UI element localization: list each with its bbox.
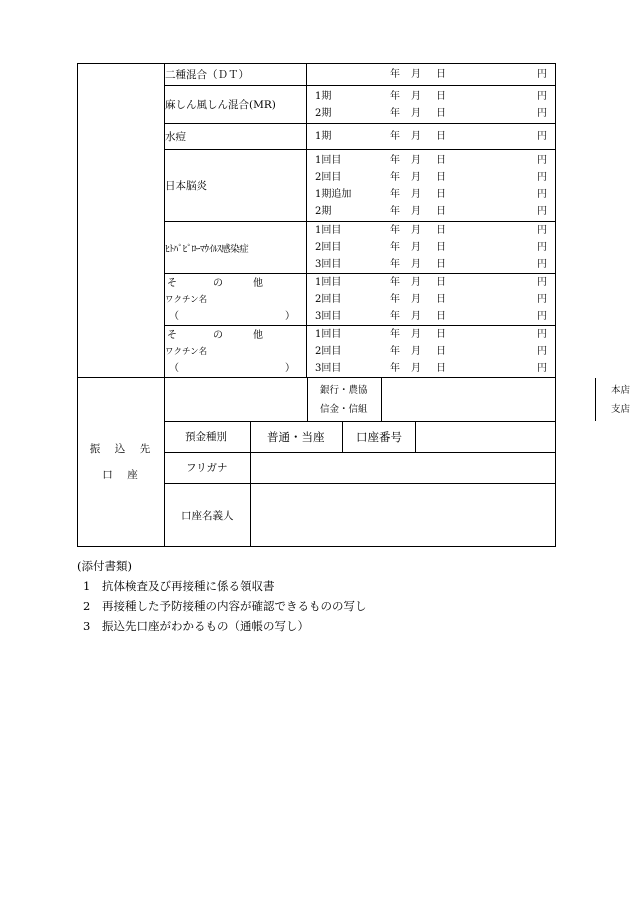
other-label: そ の 他: [167, 277, 263, 289]
year-unit: 年: [390, 188, 400, 200]
attachments-section: [77, 556, 367, 636]
dose-line: [307, 169, 555, 186]
bank-type-option[interactable]: 銀行・農協: [320, 385, 368, 396]
month-unit: 月: [411, 90, 421, 102]
dose-label: 1回目: [315, 154, 342, 166]
yen-unit: 円: [537, 277, 547, 288]
dose-line: [307, 66, 555, 83]
month-unit: 月: [411, 346, 421, 357]
yen-unit: 円: [537, 329, 547, 340]
month-unit: 月: [411, 154, 421, 166]
dose-label: 2期: [315, 107, 332, 119]
dose-label: 2回目: [315, 294, 342, 305]
dose-line: [307, 274, 555, 291]
dose-line: [307, 105, 555, 122]
yen-unit: 円: [537, 242, 547, 253]
date-amount-cell[interactable]: [307, 124, 556, 150]
year-unit: 年: [390, 205, 400, 217]
dose-label: 1回目: [315, 225, 342, 236]
dose-label: 2回目: [315, 242, 342, 253]
vaccine-name-label: ワクチン名: [165, 294, 208, 305]
month-unit: 月: [411, 294, 421, 305]
date-amount-cell[interactable]: [307, 86, 556, 124]
attachment-item: 1 抗体検査及び再接種に係る領収書: [83, 579, 275, 593]
year-unit: 年: [390, 329, 400, 340]
dose-label: 1期: [315, 90, 332, 102]
dose-line: [307, 326, 555, 343]
month-unit: 月: [411, 311, 421, 322]
month-unit: 月: [411, 188, 421, 200]
day-unit: 日: [436, 329, 446, 340]
year-unit: 年: [390, 311, 400, 322]
bank-name-cell[interactable]: [165, 378, 630, 422]
dose-label: 1期: [315, 131, 332, 142]
year-unit: 年: [390, 131, 400, 142]
day-unit: 日: [436, 188, 446, 200]
dose-label: 1回目: [315, 277, 342, 288]
vaccine-name: 麻しん風しん混合(MR): [165, 86, 307, 124]
vaccine-name-input[interactable]: （ ）: [169, 362, 295, 374]
month-unit: 月: [411, 225, 421, 236]
year-unit: 年: [390, 154, 400, 166]
year-unit: 年: [390, 69, 400, 80]
date-amount-cell[interactable]: [307, 326, 556, 378]
day-unit: 日: [436, 90, 446, 102]
month-unit: 月: [411, 205, 421, 217]
deposit-type-label: 預金種別: [185, 431, 227, 443]
yen-unit: 円: [537, 225, 547, 236]
day-unit: 日: [436, 311, 446, 322]
day-unit: 日: [436, 225, 446, 236]
dose-line: [307, 291, 555, 308]
vaccine-name: 二種混合（ＤＴ）: [165, 64, 307, 86]
year-unit: 年: [390, 346, 400, 357]
day-unit: 日: [436, 69, 446, 80]
other-vaccine-name-cell[interactable]: [165, 274, 307, 326]
furigana-label: フリガナ: [186, 462, 228, 474]
yen-unit: 円: [537, 107, 547, 119]
account-number-label: 口座番号: [356, 430, 402, 444]
year-unit: 年: [390, 171, 400, 183]
date-amount-cell[interactable]: [307, 150, 556, 222]
month-unit: 月: [411, 107, 421, 119]
day-unit: 日: [436, 346, 446, 357]
year-unit: 年: [390, 225, 400, 236]
vaccine-name: ﾋﾄﾊﾟﾋﾟﾛｰﾏｳｲﾙｽ感染症: [165, 222, 307, 274]
yen-unit: 円: [537, 154, 547, 166]
yen-unit: 円: [537, 259, 547, 270]
month-unit: 月: [411, 131, 421, 142]
dose-label: 1回目: [315, 329, 342, 340]
day-unit: 日: [436, 294, 446, 305]
month-unit: 月: [411, 69, 421, 80]
year-unit: 年: [390, 259, 400, 270]
branch-type-option[interactable]: 本店: [611, 385, 630, 396]
day-unit: 日: [436, 154, 446, 166]
year-unit: 年: [390, 242, 400, 253]
dose-line: [307, 360, 555, 377]
vaccine-name-label: ワクチン名: [165, 346, 208, 357]
month-unit: 月: [411, 259, 421, 270]
vaccine-row: [78, 64, 556, 86]
dose-label: 2回目: [315, 171, 342, 183]
other-label: そ の 他: [167, 329, 263, 341]
yen-unit: 円: [537, 171, 547, 183]
dose-line: [307, 88, 555, 105]
yen-unit: 円: [537, 131, 547, 142]
dose-label: 3回目: [315, 363, 342, 374]
account-section-label: 振 込 先 口 座: [78, 378, 165, 547]
date-amount-cell[interactable]: [307, 274, 556, 326]
dose-label: 3回目: [315, 311, 342, 322]
attachments-title: (添付書類): [77, 559, 132, 573]
dose-line: [307, 308, 555, 325]
day-unit: 日: [436, 205, 446, 217]
other-vaccine-name-cell[interactable]: [165, 326, 307, 378]
dose-line: [307, 186, 555, 203]
year-unit: 年: [390, 294, 400, 305]
attachment-item: 3 振込先口座がわかるもの（通帳の写し）: [83, 619, 309, 633]
yen-unit: 円: [537, 346, 547, 357]
month-unit: 月: [411, 329, 421, 340]
dose-line: [307, 239, 555, 256]
attachment-item: 2 再接種した予防接種の内容が確認できるものの写し: [83, 599, 367, 613]
date-amount-cell[interactable]: [307, 64, 556, 86]
dose-label: 2回目: [315, 346, 342, 357]
branch-type-option[interactable]: 支店: [611, 404, 630, 415]
dose-line: [307, 256, 555, 273]
dose-line: [307, 203, 555, 220]
dose-label: 2期: [315, 205, 332, 217]
month-unit: 月: [411, 242, 421, 253]
yen-unit: 円: [537, 69, 547, 80]
day-unit: 日: [436, 131, 446, 142]
account-holder-field[interactable]: [251, 484, 555, 546]
year-unit: 年: [390, 363, 400, 374]
yen-unit: 円: [537, 205, 547, 217]
month-unit: 月: [411, 171, 421, 183]
day-unit: 日: [436, 363, 446, 374]
day-unit: 日: [436, 171, 446, 183]
day-unit: 日: [436, 259, 446, 270]
furigana-field[interactable]: [251, 453, 555, 483]
vaccine-name: 水痘: [165, 124, 307, 150]
account-holder-label: 口座名義人: [181, 510, 234, 522]
yen-unit: 円: [537, 188, 547, 200]
dose-line: [307, 152, 555, 169]
year-unit: 年: [390, 277, 400, 288]
day-unit: 日: [436, 277, 446, 288]
month-unit: 月: [411, 277, 421, 288]
blank-left-column: [78, 64, 165, 378]
bank-type-option[interactable]: 信金・信組: [320, 404, 368, 415]
vaccine-name-input[interactable]: （ ）: [169, 310, 295, 322]
month-unit: 月: [411, 363, 421, 374]
dose-line: [307, 128, 555, 145]
dose-line: [307, 222, 555, 239]
vaccine-cost-table: [77, 63, 630, 547]
date-amount-cell[interactable]: [307, 222, 556, 274]
day-unit: 日: [436, 107, 446, 119]
deposit-type-option[interactable]: 普通・当座: [267, 430, 325, 444]
yen-unit: 円: [537, 311, 547, 322]
yen-unit: 円: [537, 363, 547, 374]
year-unit: 年: [390, 90, 400, 102]
vaccine-name: 日本脳炎: [165, 150, 307, 222]
dose-line: [307, 343, 555, 360]
yen-unit: 円: [537, 90, 547, 102]
year-unit: 年: [390, 107, 400, 119]
dose-label: 1期追加: [315, 188, 352, 200]
bank-row: [78, 378, 556, 422]
yen-unit: 円: [537, 294, 547, 305]
dose-label: 3回目: [315, 259, 342, 270]
day-unit: 日: [436, 242, 446, 253]
